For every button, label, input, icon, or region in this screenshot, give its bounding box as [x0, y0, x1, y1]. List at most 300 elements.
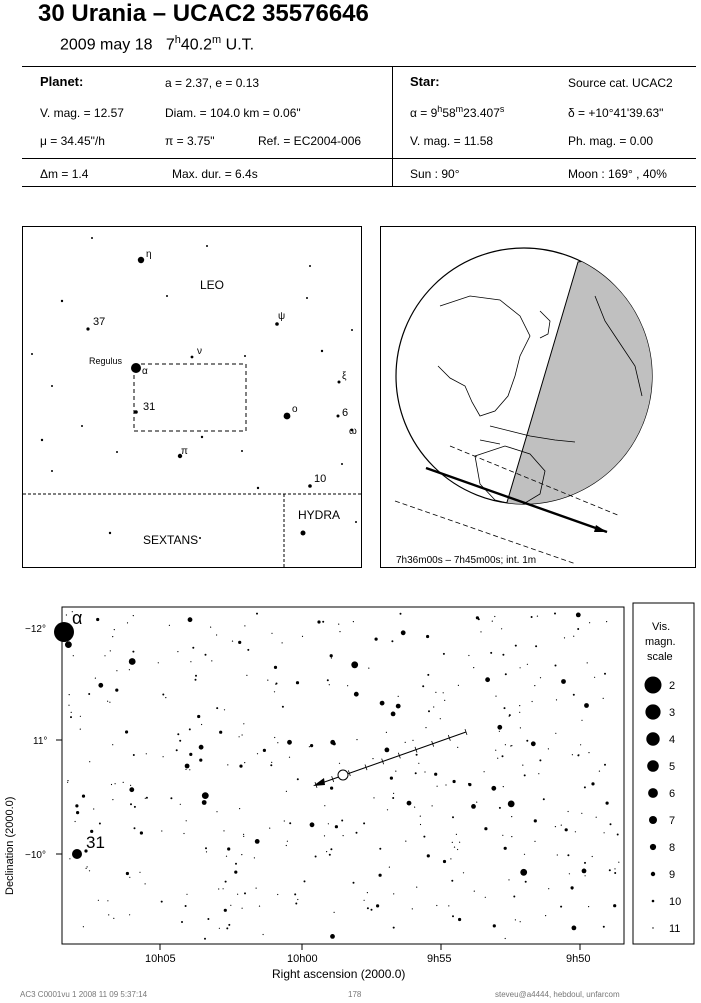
field-star — [480, 631, 481, 632]
max-duration: Max. dur. = 6.4s — [172, 167, 258, 181]
dec-tick-label: 11° — [33, 736, 48, 747]
event-minutes: 40.2 — [180, 36, 213, 54]
field-star — [287, 740, 292, 745]
planet-reference: Ref. = EC2004-006 — [258, 134, 362, 148]
field-star — [372, 758, 373, 759]
field-star — [327, 679, 329, 681]
field-star — [567, 854, 569, 856]
field-star — [271, 633, 272, 634]
scale-disc — [645, 704, 660, 719]
field-star — [223, 830, 224, 831]
field-star — [355, 521, 357, 523]
field-star — [520, 869, 527, 876]
field-star — [594, 677, 595, 678]
field-star — [95, 678, 96, 679]
field-star — [505, 744, 506, 745]
field-star — [243, 836, 244, 837]
field-star — [126, 872, 129, 875]
field-star — [510, 745, 511, 746]
field-star — [520, 727, 521, 728]
field-star — [434, 773, 437, 776]
field-star — [257, 487, 259, 489]
field-star — [326, 851, 327, 852]
field-star — [575, 831, 576, 832]
field-star — [254, 857, 255, 858]
field-star — [522, 765, 523, 766]
field-star — [309, 746, 310, 747]
field-star — [199, 759, 202, 762]
field-star — [69, 694, 70, 695]
field-star — [617, 834, 619, 836]
earth-globe-map — [380, 226, 696, 568]
ra-minutes: 58 — [442, 106, 456, 120]
field-star — [437, 786, 438, 787]
regulus-label: Regulus — [89, 356, 123, 366]
field-star — [351, 329, 353, 331]
field-star — [162, 694, 164, 696]
field-star — [310, 744, 313, 747]
field-star — [243, 834, 244, 835]
field-star — [329, 854, 331, 856]
field-star — [501, 628, 502, 629]
field-star — [225, 881, 227, 883]
field-star — [338, 624, 339, 625]
field-star — [93, 808, 94, 809]
field-star — [584, 703, 589, 708]
field-star — [405, 841, 406, 842]
chart-label-31: 31 — [86, 833, 105, 852]
ra-h-unit: h — [437, 104, 443, 114]
field-star — [304, 880, 306, 882]
field-star — [140, 831, 143, 834]
scale-label: 8 — [669, 842, 676, 854]
field-star — [353, 621, 354, 622]
field-star — [274, 737, 275, 738]
field-star — [572, 754, 573, 755]
field-star — [109, 532, 111, 534]
field-star — [134, 806, 136, 808]
field-star — [207, 918, 209, 920]
field-star — [614, 868, 615, 869]
star-phmag: Ph. mag. = 0.00 — [568, 134, 654, 148]
field-star — [206, 851, 207, 852]
field-star — [130, 803, 132, 805]
field-star — [606, 802, 609, 805]
field-star — [270, 764, 272, 766]
field-star — [420, 816, 421, 817]
field-star — [376, 904, 379, 907]
field-star — [183, 833, 184, 834]
field-star — [227, 764, 228, 765]
field-star — [306, 297, 308, 299]
field-star — [67, 782, 68, 783]
field-star — [133, 754, 135, 756]
field-star — [393, 927, 395, 929]
asteroid-position-marker — [338, 770, 348, 780]
field-star — [324, 805, 325, 806]
info-table-summary-rule — [22, 158, 696, 159]
ra-prefix: α = 9 — [410, 106, 438, 120]
field-star — [609, 869, 611, 871]
field-star — [548, 748, 549, 749]
field-star — [555, 826, 556, 827]
field-star — [393, 893, 394, 894]
field-star — [123, 782, 124, 783]
ra-seconds: 23.407 — [463, 106, 500, 120]
scale-label: 10 — [669, 896, 682, 908]
field-star — [335, 825, 338, 828]
field-star — [216, 811, 217, 812]
planet-motion: μ = 34.45"/h — [40, 134, 105, 148]
field-star — [114, 629, 115, 630]
star-label-10: 10 — [314, 473, 327, 485]
field-star — [129, 787, 134, 792]
field-star — [395, 771, 396, 772]
field-star — [129, 877, 130, 878]
field-star — [457, 849, 458, 850]
field-star — [169, 625, 170, 626]
field-star — [603, 926, 605, 928]
time-scale: U.T. — [221, 36, 255, 54]
field-star — [502, 755, 504, 757]
field-star — [610, 823, 612, 825]
field-star — [356, 739, 357, 740]
field-star — [87, 866, 88, 867]
field-star — [286, 845, 287, 846]
field-star — [331, 657, 332, 658]
field-star — [565, 828, 568, 831]
field-star — [560, 906, 562, 908]
field-star — [519, 712, 520, 713]
field-star — [263, 749, 266, 752]
field-star — [330, 848, 332, 850]
detail-star-chart — [0, 560, 701, 1000]
field-star — [606, 621, 607, 622]
field-star — [112, 744, 113, 745]
scale-label: 7 — [669, 815, 676, 827]
field-star — [259, 906, 260, 907]
field-star — [115, 689, 118, 692]
field-star — [91, 237, 93, 239]
field-star — [216, 634, 217, 635]
field-star — [373, 797, 374, 798]
field-star — [511, 816, 512, 817]
field-star — [177, 733, 179, 735]
field-star — [519, 705, 520, 706]
field-star — [241, 450, 243, 452]
star-eta — [138, 257, 144, 263]
field-star — [588, 752, 589, 753]
field-star — [330, 740, 335, 745]
field-star — [452, 842, 453, 843]
field-star — [426, 635, 429, 638]
field-star — [227, 847, 230, 850]
chart-label-alpha: α — [72, 608, 83, 628]
info-table-bottom-rule — [22, 186, 696, 187]
field-star — [166, 295, 168, 297]
moon-info: Moon : 169° , 40% — [568, 167, 667, 181]
field-star — [502, 654, 504, 656]
field-star — [277, 742, 278, 743]
field-star — [113, 918, 114, 919]
field-star — [451, 880, 453, 882]
event-date: 2009 may 18 — [60, 36, 153, 54]
field-star — [197, 715, 200, 718]
field-star — [582, 869, 587, 874]
field-star — [181, 921, 183, 923]
field-star — [83, 926, 84, 927]
field-star — [192, 647, 194, 649]
field-star — [302, 636, 303, 637]
footer-center: 178 — [348, 990, 362, 999]
field-star — [65, 641, 72, 648]
ra-s-unit: s — [499, 104, 505, 114]
field-star — [493, 924, 496, 927]
field-star — [453, 780, 456, 783]
field-star — [452, 915, 454, 917]
star-6 — [337, 415, 340, 418]
star-label-eta: η — [146, 249, 152, 260]
field-star — [89, 761, 90, 762]
field-star — [330, 654, 333, 657]
field-star — [125, 730, 128, 733]
field-star — [554, 613, 556, 615]
field-star — [569, 873, 570, 874]
field-star — [201, 436, 203, 438]
field-star — [494, 616, 495, 617]
field-star — [407, 801, 412, 806]
field-star — [484, 827, 487, 830]
field-star — [604, 673, 606, 675]
field-star — [379, 874, 382, 877]
field-star — [473, 667, 474, 668]
field-star — [205, 654, 207, 656]
field-star — [414, 807, 415, 808]
field-star — [499, 807, 501, 809]
field-star — [584, 862, 586, 864]
field-star — [282, 706, 284, 708]
sun-elongation: Sun : 90° — [410, 167, 460, 181]
constellation-label-sextans: SEXTANS — [143, 533, 199, 547]
field-star — [379, 848, 381, 850]
field-star — [504, 707, 506, 709]
field-star — [341, 820, 343, 822]
field-star — [89, 870, 90, 871]
field-star — [75, 804, 78, 807]
field-star — [51, 385, 53, 387]
star-label-6: 6 — [342, 407, 349, 419]
field-star — [452, 816, 454, 818]
field-star — [274, 691, 275, 692]
event-hours: 7 — [165, 36, 175, 54]
field-star — [436, 905, 437, 906]
field-star — [255, 839, 260, 844]
field-star — [109, 702, 110, 703]
field-star — [170, 797, 172, 799]
field-star — [189, 728, 191, 730]
field-star — [339, 763, 340, 764]
field-star — [116, 670, 117, 671]
star-xi — [338, 381, 341, 384]
field-star — [391, 640, 393, 642]
field-star — [363, 822, 365, 824]
field-star — [509, 714, 511, 716]
field-star — [274, 666, 277, 669]
field-star — [485, 897, 486, 898]
field-star — [356, 832, 358, 834]
field-star — [130, 785, 131, 786]
field-star — [391, 712, 396, 717]
planet-orbit: a = 2.37, e = 0.13 — [165, 76, 260, 90]
field-star — [592, 856, 593, 857]
ra-tick-label: 10h00 — [287, 953, 318, 965]
field-star — [603, 698, 604, 699]
field-star — [107, 900, 108, 901]
field-star — [339, 631, 340, 632]
field-star — [599, 771, 600, 772]
field-star — [202, 792, 209, 799]
field-star — [73, 655, 74, 656]
field-star — [99, 823, 101, 825]
scale-label: 9 — [669, 869, 676, 881]
constellation-label-leo: LEO — [200, 278, 225, 292]
field-star — [244, 892, 246, 894]
planet-header: Planet: — [40, 74, 84, 89]
field-star — [189, 769, 190, 770]
field-star — [540, 677, 541, 678]
field-star — [179, 740, 181, 742]
field-star — [296, 681, 299, 684]
field-star — [535, 645, 537, 647]
field-star — [492, 621, 493, 622]
field-star — [396, 704, 401, 709]
field-star — [238, 641, 241, 644]
field-star — [538, 773, 539, 774]
field-star — [195, 679, 197, 681]
field-star — [218, 888, 219, 889]
field-star — [415, 772, 417, 774]
field-star — [499, 731, 500, 732]
field-star — [289, 757, 290, 758]
planet-diameter: Diam. = 104.0 km = 0.06" — [165, 106, 301, 120]
field-star — [557, 854, 558, 855]
field-star — [235, 863, 237, 865]
field-star — [515, 919, 516, 920]
field-star — [555, 665, 557, 667]
field-star — [98, 683, 103, 688]
star-label-31: 31 — [143, 401, 156, 413]
field-star — [322, 621, 324, 623]
field-star — [88, 693, 90, 695]
field-star — [176, 749, 178, 751]
field-star — [474, 891, 475, 892]
field-star — [282, 642, 283, 643]
field-star — [104, 655, 105, 656]
field-star — [548, 888, 549, 889]
star-label-nu: ν — [197, 346, 202, 357]
field-star — [146, 753, 147, 754]
field-star — [244, 355, 246, 357]
field-star — [129, 914, 130, 915]
field-star — [341, 463, 343, 465]
planet-vmag: V. mag. = 12.57 — [40, 106, 124, 120]
minutes-unit: m — [212, 34, 222, 46]
field-star — [239, 765, 242, 768]
field-star — [573, 694, 575, 696]
info-table-top-rule — [22, 66, 696, 67]
star-omicron — [284, 413, 291, 420]
field-star — [400, 613, 402, 615]
field-star — [596, 817, 597, 818]
scale-title-line: scale — [647, 651, 673, 663]
scale-disc — [651, 872, 655, 876]
field-star — [515, 645, 517, 647]
scale-label: 4 — [669, 734, 676, 746]
field-star — [534, 841, 535, 842]
star-label-pi: π — [181, 446, 188, 457]
field-star — [584, 786, 586, 788]
field-star — [537, 616, 538, 617]
field-star — [425, 727, 426, 728]
field-star — [68, 705, 69, 706]
field-star — [295, 903, 297, 905]
field-star — [520, 667, 521, 668]
star-right-ascension — [410, 104, 504, 120]
field-star — [256, 613, 258, 615]
field-star — [448, 905, 449, 906]
field-star — [287, 841, 288, 842]
field-star — [51, 470, 53, 472]
field-star — [387, 809, 388, 810]
field-star — [158, 662, 159, 663]
field-star — [343, 835, 344, 836]
scale-disc — [649, 816, 657, 824]
field-star — [531, 616, 533, 618]
field-star — [604, 764, 606, 766]
field-star — [532, 701, 533, 702]
field-star — [508, 801, 515, 808]
field-star — [534, 685, 535, 686]
field-star — [324, 835, 325, 836]
field-star — [228, 924, 230, 926]
constellation-label-hydra: HYDRA — [298, 508, 341, 522]
field-star — [230, 905, 231, 906]
star-nu — [191, 356, 194, 359]
event-datetime — [60, 34, 254, 54]
page-title: 30 Urania – UCAC2 35576646 — [38, 0, 369, 27]
field-star — [185, 905, 187, 907]
field-star — [618, 862, 619, 863]
field-star — [129, 669, 130, 670]
field-star — [185, 764, 190, 769]
scale-label: 2 — [669, 680, 676, 692]
field-star — [495, 696, 496, 697]
star-regulus — [131, 363, 141, 373]
field-star — [484, 771, 485, 772]
field-star — [219, 731, 222, 734]
field-star — [440, 718, 441, 719]
field-star — [186, 820, 187, 821]
field-star — [284, 820, 285, 821]
field-star — [573, 636, 574, 637]
field-star — [581, 813, 582, 814]
star-label-omicron: ο — [292, 404, 298, 415]
field-star — [241, 854, 242, 855]
field-star — [161, 901, 163, 903]
field-star — [115, 783, 116, 784]
field-star — [224, 909, 227, 912]
dec-tick-label: −12° — [25, 624, 46, 635]
